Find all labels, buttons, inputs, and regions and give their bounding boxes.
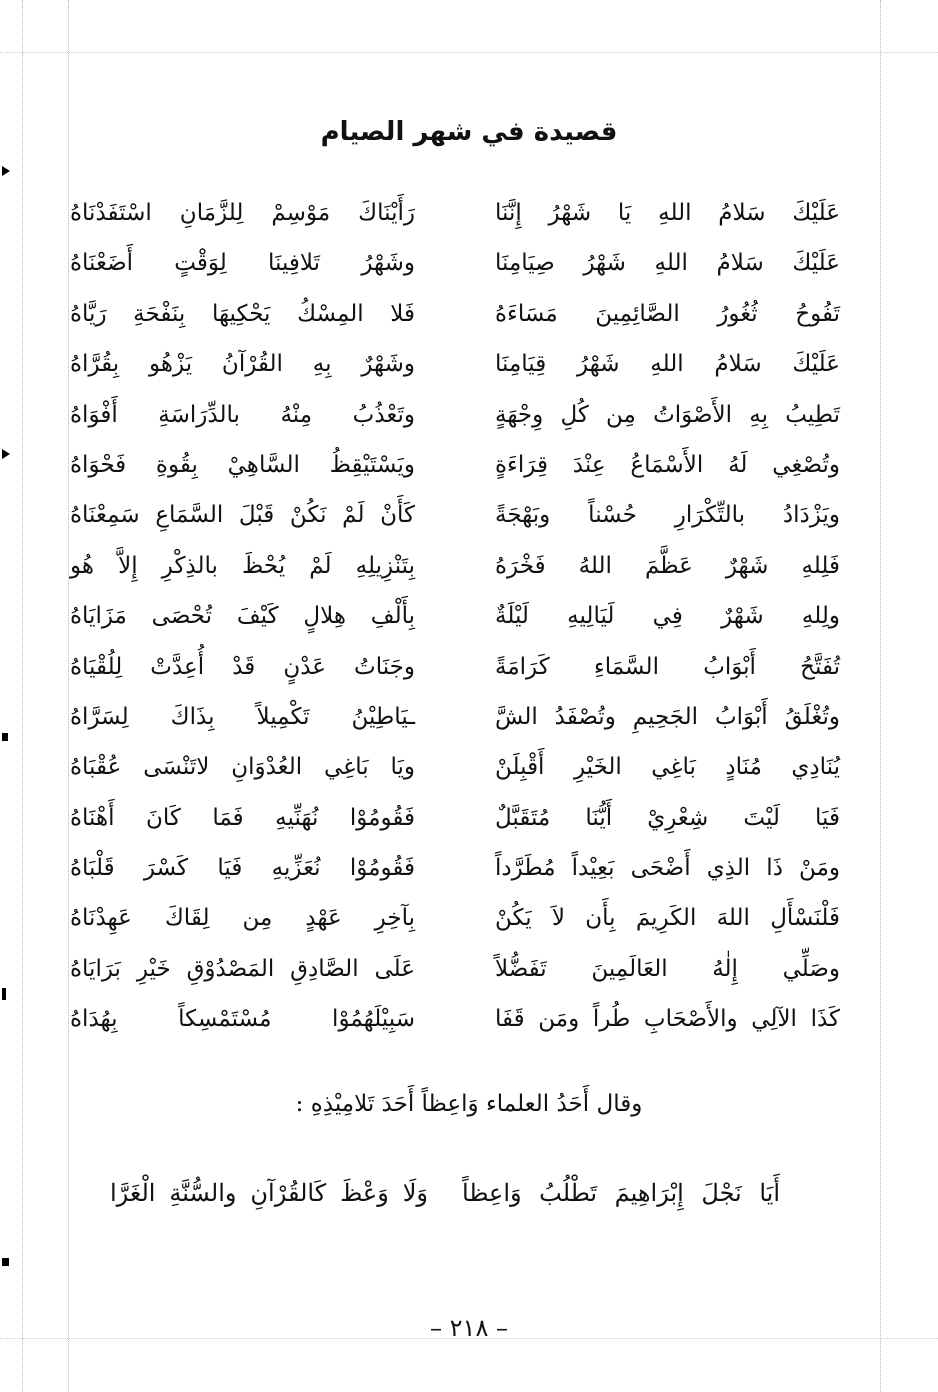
verse-second-hemistich: كَأَنْ لَمْ نَكُنْ قَبْلَ السَّمَاعِ سَمِعْنَاهُ [70, 502, 415, 529]
verse-row [70, 440, 840, 490]
verse-second-hemistich: ويَسْتَيْقِظُ السَّاهِيْ بِقُوةِ فَحْوَاهُ [70, 451, 415, 478]
margin-guide-line [880, 0, 881, 1392]
verse-second-hemistich: عَلَى الصَّادِقِ المَصْدُوْقِ خَيْرِ بَرَايَاهُ [70, 955, 415, 982]
verse-row [70, 591, 840, 641]
verse-row [70, 692, 840, 742]
verse-second-hemistich: وَلَا وَعْظَ كَالقُرْآنِ والسُّنَّةِ الْغَرَّا [110, 1179, 428, 1207]
verse-row [70, 994, 840, 1044]
verse-second-hemistich: بِأَلْفِ هِلالٍ كَيْفَ تُحْصَى مَزَايَاهُ [70, 603, 415, 630]
verse-second-hemistich: ـيَاطِيْنُ تَكْمِيلاً بِذَاكَ لِسَرَّاهُ [70, 703, 415, 730]
verse-first-hemistich: ويَزْدَادُ بالتِّكْرَارِ حُسْناً وبَهْجَةً [495, 502, 840, 529]
scan-margin-mark [2, 449, 10, 459]
verse-first-hemistich: أَيَا نَجْلَ إِبْرَاهِيمَ تَطْلُبُ وَاعِظاً [462, 1179, 780, 1207]
scan-margin-mark [2, 988, 6, 1000]
verse-first-hemistich: فَلْنَسْأَلِ اللهَ الكَرِيمَ بِأَن لاَ يَكُنْ [495, 905, 840, 932]
verse-row [70, 541, 840, 591]
verse-first-hemistich: عَلَيْكَ سَلامُ اللهِ شَهْرُ صِيَامِنَا [495, 250, 840, 277]
verse-second-hemistich: فَلا المِسْكُ يَحْكِيهَا بِنَفْحَةِ رَيَّاهُ [70, 300, 415, 327]
closing-verse-row [110, 1168, 780, 1218]
verse-second-hemistich: وجَنَاتُ عَدْنٍ قَدْ أُعِدَّتْ لِلُقْيَاهُ [70, 653, 415, 680]
verse-second-hemistich: بِتَنْزِيلِهِ لَمْ يُحْظَ بالذِكْرِ إِلاَّ هُو [70, 552, 415, 579]
verse-row [70, 893, 840, 943]
verse-row [70, 188, 840, 238]
verse-row [70, 289, 840, 339]
margin-guide-line [22, 0, 23, 1392]
verse-first-hemistich: عَلَيْكَ سَلامُ اللهِ شَهْرُ قِيَامِنَا [495, 351, 840, 378]
verse-first-hemistich: تَفُوحُ ثُغُورُ الصَّائِمِينَ مَسَاءَهُ [495, 300, 840, 327]
verse-first-hemistich: وتُصْغِي لَهُ الأَسْمَاعُ عِنْدَ قِرَاءَةٍ [495, 451, 840, 478]
verse-row [70, 742, 840, 792]
margin-guide-line [68, 0, 69, 1392]
verse-first-hemistich: ولِلهِ شَهْرٌ فِي لَيَالِيهِ لَيْلَةٌ [495, 603, 840, 630]
verse-first-hemistich: تَطِيبُ بِهِ الأَصْوَاتُ مِن كُلِ وِجْهَةٍ [495, 401, 840, 428]
verse-row [70, 793, 840, 843]
verse-row [70, 238, 840, 288]
page-number: – ٢١٨ – [430, 1314, 508, 1342]
verse-second-hemistich: رَأَيْنَاكَ مَوْسِمْ لِلزَّمَانِ اسْتَفَدْنَاهُ [70, 200, 415, 226]
verse-first-hemistich: يُنَادِي مُنَادٍ بَاغِي الخَيْرِ أَقْبِلَنْ [495, 754, 840, 781]
verse-second-hemistich: فَقُومُوْا نُعَزِّيهِ فَيَا كَسْرَ قَلْبَاهُ [70, 855, 415, 882]
verse-second-hemistich: بِآخِرِ عَهْدٍ مِن لِقَاكَ عَهِدْنَاهُ [70, 905, 415, 932]
verse-first-hemistich: وصَلِّي إِلٰهُ العَالَمِينَ تَفَضُّلاً [495, 955, 840, 982]
verse-second-hemistich: وشَهْرٌ بِهِ القُرْآنُ يَزْهُو بِقُرَّاهُ [70, 351, 415, 378]
scan-margin-mark [2, 1258, 9, 1266]
margin-guide-line [0, 52, 938, 53]
verse-second-hemistich: فَقُومُوْا نُهَنِّيهِ فَمَا كَانَ أَهْنَاهُ [70, 804, 415, 831]
intro-line: وقال أَحَدُ العلماء وَاعِظاً أَحَدَ تَلامِيْذِهِ : [295, 1091, 643, 1117]
poem-title: قصيدة في شهر الصيام [320, 117, 618, 147]
verse-row [70, 390, 840, 440]
verse-first-hemistich: ومَنْ ذَا الذِي أَضْحَى بَعِيْداً مُطَرَّداً [495, 855, 840, 882]
scan-margin-mark [2, 733, 8, 741]
verse-second-hemistich: ويَا بَاغِي العُدْوَانِ لاتَنْسَى عُقْبَاهُ [70, 754, 415, 781]
verse-row [70, 490, 840, 540]
verse-row [70, 642, 840, 692]
verse-row [70, 843, 840, 893]
verse-first-hemistich: تُفَتَّحُ أَبْوَابُ السَّمَاءِ كَرَامَةً [495, 653, 840, 680]
verse-row [70, 944, 840, 994]
poem-verses [70, 188, 840, 1045]
verse-first-hemistich: عَلَيْكَ سَلامُ اللهِ يَا شَهْرُ إِنَّنَا [495, 200, 840, 226]
verse-row [70, 339, 840, 389]
verse-first-hemistich: وتُغْلَقُ أَبْوَابُ الجَحِيمِ وتُصْفَدُ الشَّ [495, 703, 840, 730]
verse-second-hemistich: وتَعْذُبُ مِنْهُ بالدِّرَاسَةِ أَفْوَاهُ [70, 401, 415, 428]
scan-margin-mark [2, 166, 10, 176]
verse-first-hemistich: فَيَا لَيْتَ شِعْرِيْ أَيُّنَا مُتَقَبَّلٌ [495, 804, 840, 831]
verse-first-hemistich: كَذَا الآلِي والأَصْحَابِ طُراً ومَن قَفَا [495, 1006, 840, 1033]
verse-first-hemistich: فَلِلهِ شَهْرٌ عَظَّمَ اللهُ فَخْرَهُ [495, 552, 840, 579]
verse-second-hemistich: وشَهْرُ تَلافِينَا لِوَقْتٍ أَضَعْنَاهُ [70, 250, 415, 277]
verse-second-hemistich: سَبِيْلَهُمُوْا مُسْتَمْسِكاً بِهُدَاهُ [70, 1006, 415, 1033]
